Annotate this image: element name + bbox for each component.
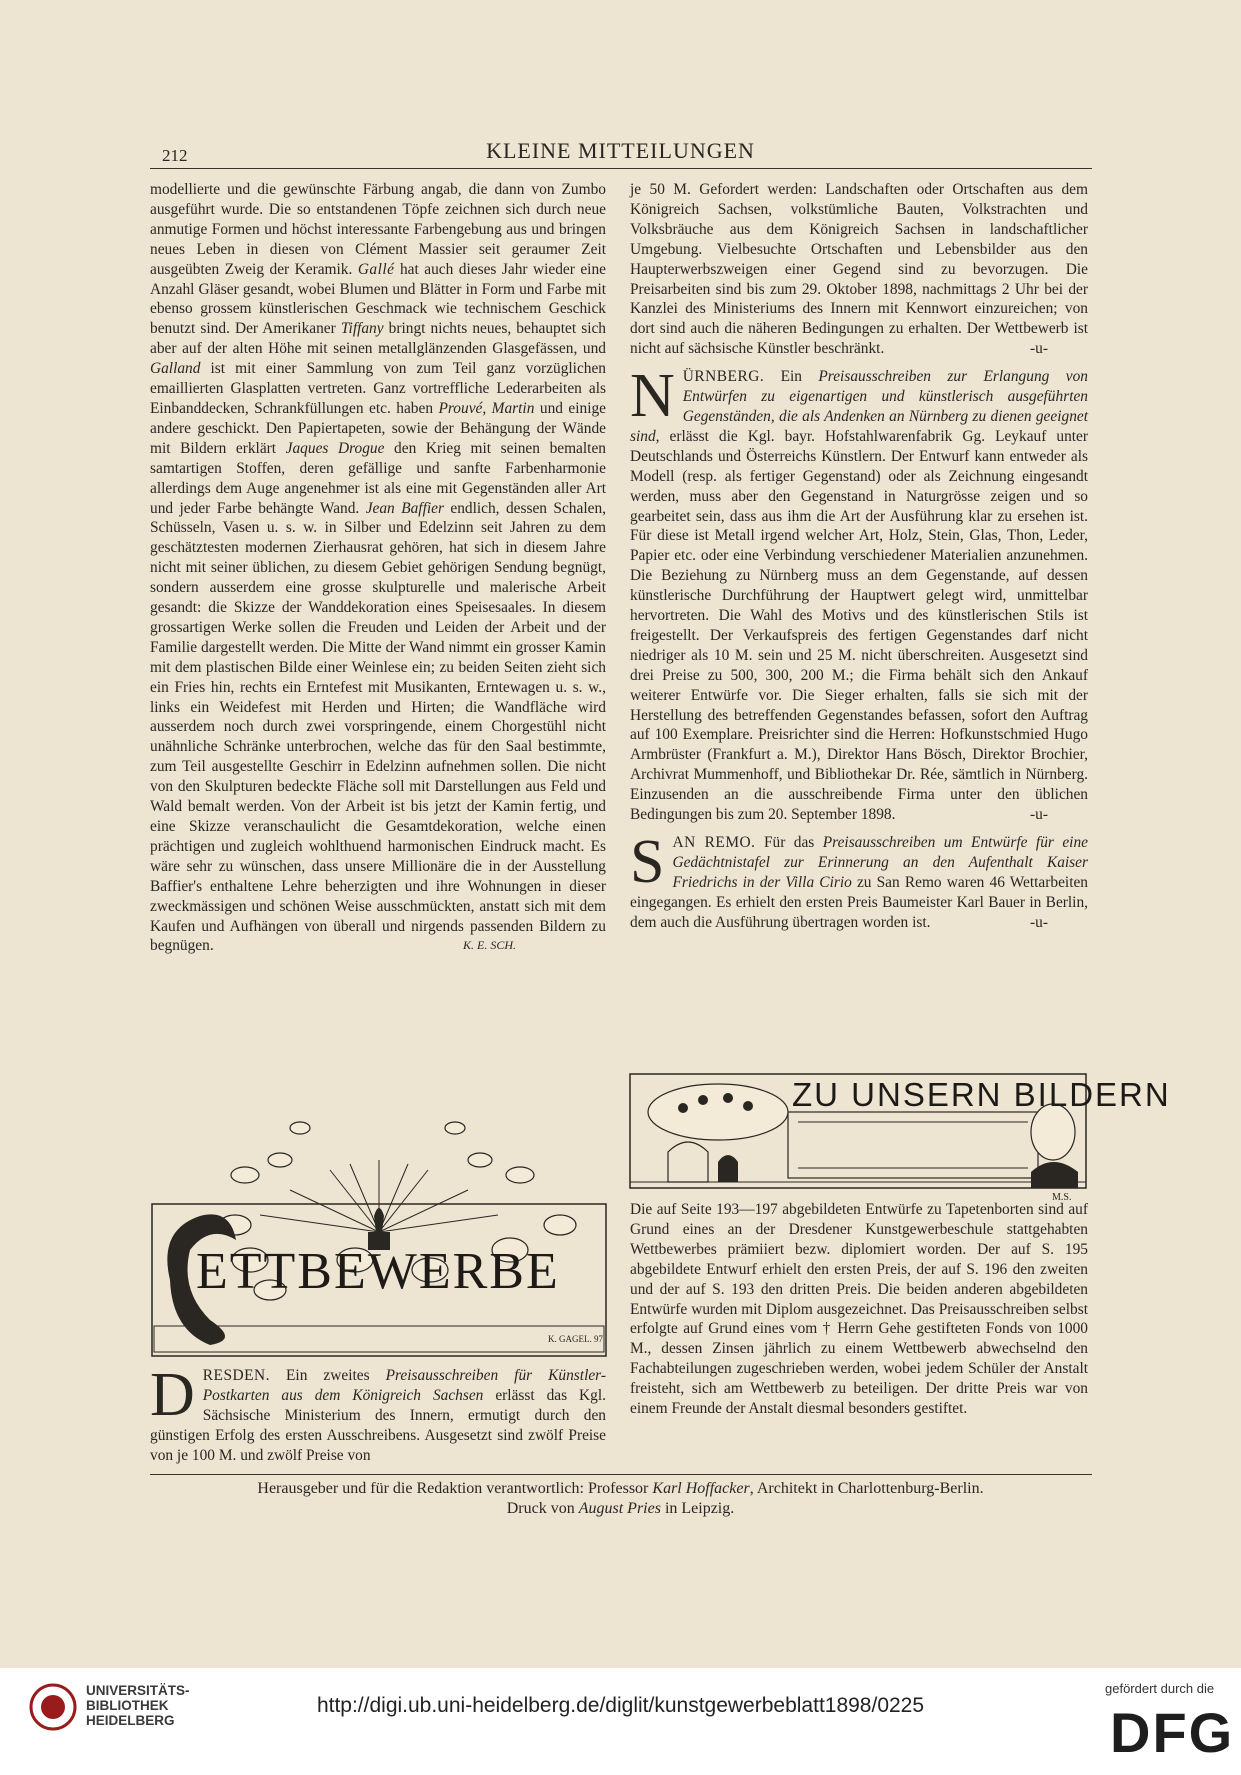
dropcap-d: D (150, 1361, 195, 1429)
section-sign: -u- (1030, 806, 1048, 824)
wettbewerbe-vignette (150, 1120, 608, 1358)
wettbewerbe-title: ETTBEWERBE (196, 1243, 560, 1300)
article-text: je 50 M. Gefordert werden: Landschaften oder Ortschaften aus dem Königreich Sachsen, volkstümliche Bauten, Volkstrachten und Volksbräuche aus dem Königreich Sachsen in landschaftlicher Umgebung. Vielbesuchte Ortschaften und Lebensbilder aus den Haupterwerbszweigen einer Gegend sind zu bevorzugen. Die Preisarbeiten sind bis zum 29. Oktober 1898, nachmittags 2 Uhr bei der Kanzlei des Ministeriums des Innern mit Kennwort einzureichen; von dort sind auch die näheren Bedingungen zu erhalten. Der Wettbewerb ist nicht auf sächsische Künstler beschränkt. (630, 181, 1088, 358)
section-sign: -u- (1030, 340, 1048, 358)
article-text: ist mit einer Sammlung von zum Teil ganz vorzüglichen emaillierten Glasplatten vertreten. Ganz vortreffliche Lederarbeiten als Einbanddecken, Schrankfüllungen etc. haben (150, 360, 606, 417)
article-right-column (630, 180, 1088, 933)
imprint-text: Herausgeber und für die Redaktion verantwortlich: Professor (257, 1480, 653, 1497)
dropcap-s: S (630, 828, 665, 896)
page-number: 212 (162, 146, 188, 165)
funding-label: gefördert durch die (1105, 1681, 1215, 1696)
name-galle: Gallé (357, 260, 395, 278)
imprint-editor (0, 1480, 1241, 1498)
author-signature: K. E. SCH. (462, 938, 516, 953)
bilder-signature: M.S. (1052, 1192, 1072, 1203)
illustrator-signature: K. GAGEL. 97 (548, 1334, 603, 1344)
dresden-heading: RESDEN. (202, 1367, 270, 1384)
article-text: zu San Remo waren 46 Wettarbeiten eingegangen. Es erhielt den ersten Preis Baumeister Karl Bauer in Berlin, dem auch die Ausführung übertragen worden ist. (630, 873, 1088, 931)
article-text: Ein (764, 368, 819, 386)
bilder-paragraph: Die auf Seite 193—197 abgebildeten Entwürfe zu Tapetenborten sind auf Grund eines an der Dresdener Kunstgewerbeschule stattgehabten Wettbewerbes prämiiert bezw. diplomiert worden. Der auf S. 195 abgebildete Entwurf erhielt den ersten Preis, der auf S. 196 den zweiten und der auf S. 193 den dritten Preis. Die beiden anderen abgebildeten Entwürfe wurden mit Diplom ausgezeichnet. Das Preisausschreiben selbst erfolgte auf Grund eines vom † Herrn Gehe gestifteten Fonds von 1000 M., dessen Zinsen jährlich zu einem Wettbewerb abwechselnd den Fachabteilungen zugeschrieben werden, wobei jedem Schüler der Anstalt freisteht, sich am Wettbewerb zu beteiligen. Der dritte Preis war von einem Freunde der Anstalt diesmal besonders gestiftet. (630, 1201, 1088, 1418)
article-left-column (150, 180, 606, 956)
dresden-title: Preisausschreiben für Künstler-Postkarten aus dem Königreich Sachsen (202, 1367, 606, 1404)
imprint-text: , Architekt in Charlottenburg-Berlin. (749, 1480, 984, 1497)
imprint-text: Druck von (506, 1500, 579, 1517)
running-head: KLEINE MITTEILUNGEN (486, 138, 755, 163)
sachsen-continuation (630, 180, 1088, 359)
sanremo-section (630, 828, 1088, 933)
sanremo-title: Preisausschreiben um Entwürfe für eine Gedächtnistafel zur Erinnerung an den Aufenthalt Kaiser Friedrichs in der Villa Cirio (672, 834, 1088, 891)
name-tiffany: Tiffany (340, 320, 384, 338)
name-baffier: Jean Baffier (365, 499, 444, 517)
bilder-title: ZU UNSERN BILDERN (792, 1076, 1171, 1113)
dresden-paragraph (150, 1361, 606, 1466)
name-galland: Galland (150, 360, 201, 378)
article-text: erlässt das Kgl. Sächsische Ministerium des Innern, ermutigt durch den günstigen Erfolg des ersten Ausschreibens. Ausgesetzt sind zwölf Preise von je 100 M. und zwölf Preise von (150, 1386, 606, 1464)
library-name-line: BIBLIOTHEK (86, 1698, 169, 1713)
library-name-line: UNIVERSITÄTS- (86, 1683, 190, 1698)
article-text: erlässt die Kgl. bayr. Hofstahlwarenfabrik Gg. Leykauf unter Deutschlands und Österreichs Künstlern. Der Entwurf kann entweder als Modell (resp. als fertiger Gegenstand) oder als Zeichnung eingesandt werden, muss aber den Gegenstand in Naturgrösse zeigen und so gearbeitet sein, dass aus ihm die Art der Ausführung klar zu ersehen ist. Für diese ist Metall irgend welcher Art, Holz, Stein, Glas, Thon, Leder, Papier etc. oder eine Verbindung verschiedener Materialien anzunehmen. Die Beziehung zu Nürnberg muss an dem Gegenstande, auf dessen künstlerische Durchführung der Hauptwert gelegt wird, unmittelbar hervortreten. Die Wahl des Motivs und des künstlerischen Stils ist freigestellt. Der Verkaufspreis des fertigen Gegenstandes darf nicht niedriger als 10 M. sein und 25 M. nicht überschreiten. Ausgesetzt sind drei Preise zu 500, 300, 200 M.; die Firma behält sich den Ankauf weiterer Entwürfe vor. Die Sieger erhalten, falls sie sich mit der Herstellung des betreffenden Gegenstandes befassen, sofort den Auftrag auf 100 Exemplare. Preisrichter sind die Herren: Hofkunstschmied Hugo Armbrüster (Frankfurt a. M.), Direktor Hans Bösch, Direktor Brochier, Archivrat Mummenhoff, und Bibliothekar Dr. Rée, sämtlich in Nürnberg. Einzusenden an die ausschreibende Firma unter den üblichen Bedingungen bis zum 20. September 1898. (630, 427, 1088, 824)
sanremo-heading: AN REMO. (672, 834, 756, 851)
article-text: modellierte und die gewünschte Färbung angab, die dann von Zumbo ausgeführt wurde. Die so entstandenen Töpfe zeichnen sich durch neue anmutige Formen und höchst interessante Farbengebung aus und bringen neues Leben in diesen von Clément Massier seit geraumer Zeit ausgeübten Zweig der Keramik. (150, 181, 606, 278)
source-url[interactable]: http://digi.ub.uni-heidelberg.de/diglit/kunstgewerbeblatt1898/0225 (316, 1694, 925, 1717)
nuernberg-heading: ÜRNBERG. (682, 368, 765, 386)
article-text: Ein zweites (270, 1367, 386, 1384)
bilder-section (630, 1200, 1088, 1419)
nuernberg-section (630, 362, 1088, 825)
article-text: und einige andere geschickt. Den Papiertapeten, sowie der Behängung der Wände mit Bildern erklärt (150, 399, 607, 457)
library-name-line: HEIDELBERG (86, 1713, 175, 1728)
article-text: den Krieg mit seinen bemalten samtartigen Stoffen, deren gefällige und sanfte Farbenharmonie allerdings dem Auge angenehmer ist als eine mit Gegenständen aller Art und jeder Farbe behängte Wand. (150, 439, 606, 517)
article-text: bringt nichts neues, behauptet sich aber auf der alten Höhe mit seinen metallglänzenden Glasgefässen, und (150, 320, 606, 358)
article-text: hat auch dieses Jahr wieder eine Anzahl Gläser gesandt, wobei Blumen und Blätter in Form und Farbe mit ebenso grossem künstlerischen Geschmack wie technischem Geschick benutzt sind. Der Amerikaner (150, 260, 606, 338)
dropcap-n: N (630, 362, 675, 431)
printer-name: August Pries (578, 1500, 661, 1517)
name-prouve: Prouvé, Martin (438, 399, 535, 417)
nuernberg-title: Preisausschreiben zur Erlangung von Entwürfen zu eigenartigen und künstlerisch ausgeführten Gegenständen, die als Andenken an Nürnberg zu dienen geeignet sind, (630, 368, 1088, 445)
article-paragraph (150, 180, 606, 956)
dfg-logo: DFG (1110, 1701, 1235, 1764)
header-rule (150, 168, 1092, 169)
name-drogue: Jaques Drogue (285, 439, 385, 457)
article-text: endlich, dessen Schalen, Schüsseln, Vasen u. s. w. in Silber und Edelzinn seit Jahren zu dem geschätztesten modernen Zierhausrat gehören, hat sich in diesem Jahre nicht mit seiner üblichen, zu diesem Gebiet gehörigen Sendung begnügt, sondern ausserdem eine grosse skulpturelle und malerische Arbeit gesandt: die Skizze der Wanddekoration eines Speisesaales. In diesem grossartigen Werke sollen die Freuden und Leiden der Arbeit und der Familie dargestellt werden. Die Mitte der Wand nimmt ein grosser Kamin mit dem plastischen Bilde einer Weinlese ein; zu beiden Seiten zieht sich ein Fries hin, rechts ein Erntefest mit Musikanten, Erntewagen u. s. w., links ein Weidefest mit Herden und Hirten; die Wandfläche wird ausserdem noch durch zwei vorspringende, einem Chorgestühl nicht unähnliche Schränke unterbrochen, welche das für den Saal bestimmte, zum Teil ausgestellte Geschirr in Edelzinn aufnehmen sollen. Die nicht von den Skulpturen bedeckte Fläche soll mit Darstellungen aus Feld und Wald bemalt werden. Von der Arbeit ist bis jetzt der Kamin fertig, und eine Skizze veranschaulicht die Gesamtdekoration, welche einen prächtigen und zugleich wohlthuend harmonischen Eindruck macht. Es wäre sehr zu wünschen, dass unsere Millionäre die in der Ausstellung Baffier's enthaltene Lehre beherzigten und ihre Wohnungen in dieser zweckmässigen und schönen Weise ausschmückten, anstatt sich mit dem Kaufen und Aufhängen von überall und nirgends passenden Bildern zu begnügen. (150, 499, 606, 955)
editor-name: Karl Hoffacker (652, 1480, 750, 1497)
section-sign: -u- (1030, 913, 1048, 931)
article-text: Für das (755, 834, 823, 851)
imprint-printer (0, 1500, 1241, 1518)
dresden-section (150, 1361, 606, 1466)
footer-rule (150, 1474, 1092, 1475)
imprint-text: in Leipzig. (660, 1500, 735, 1517)
